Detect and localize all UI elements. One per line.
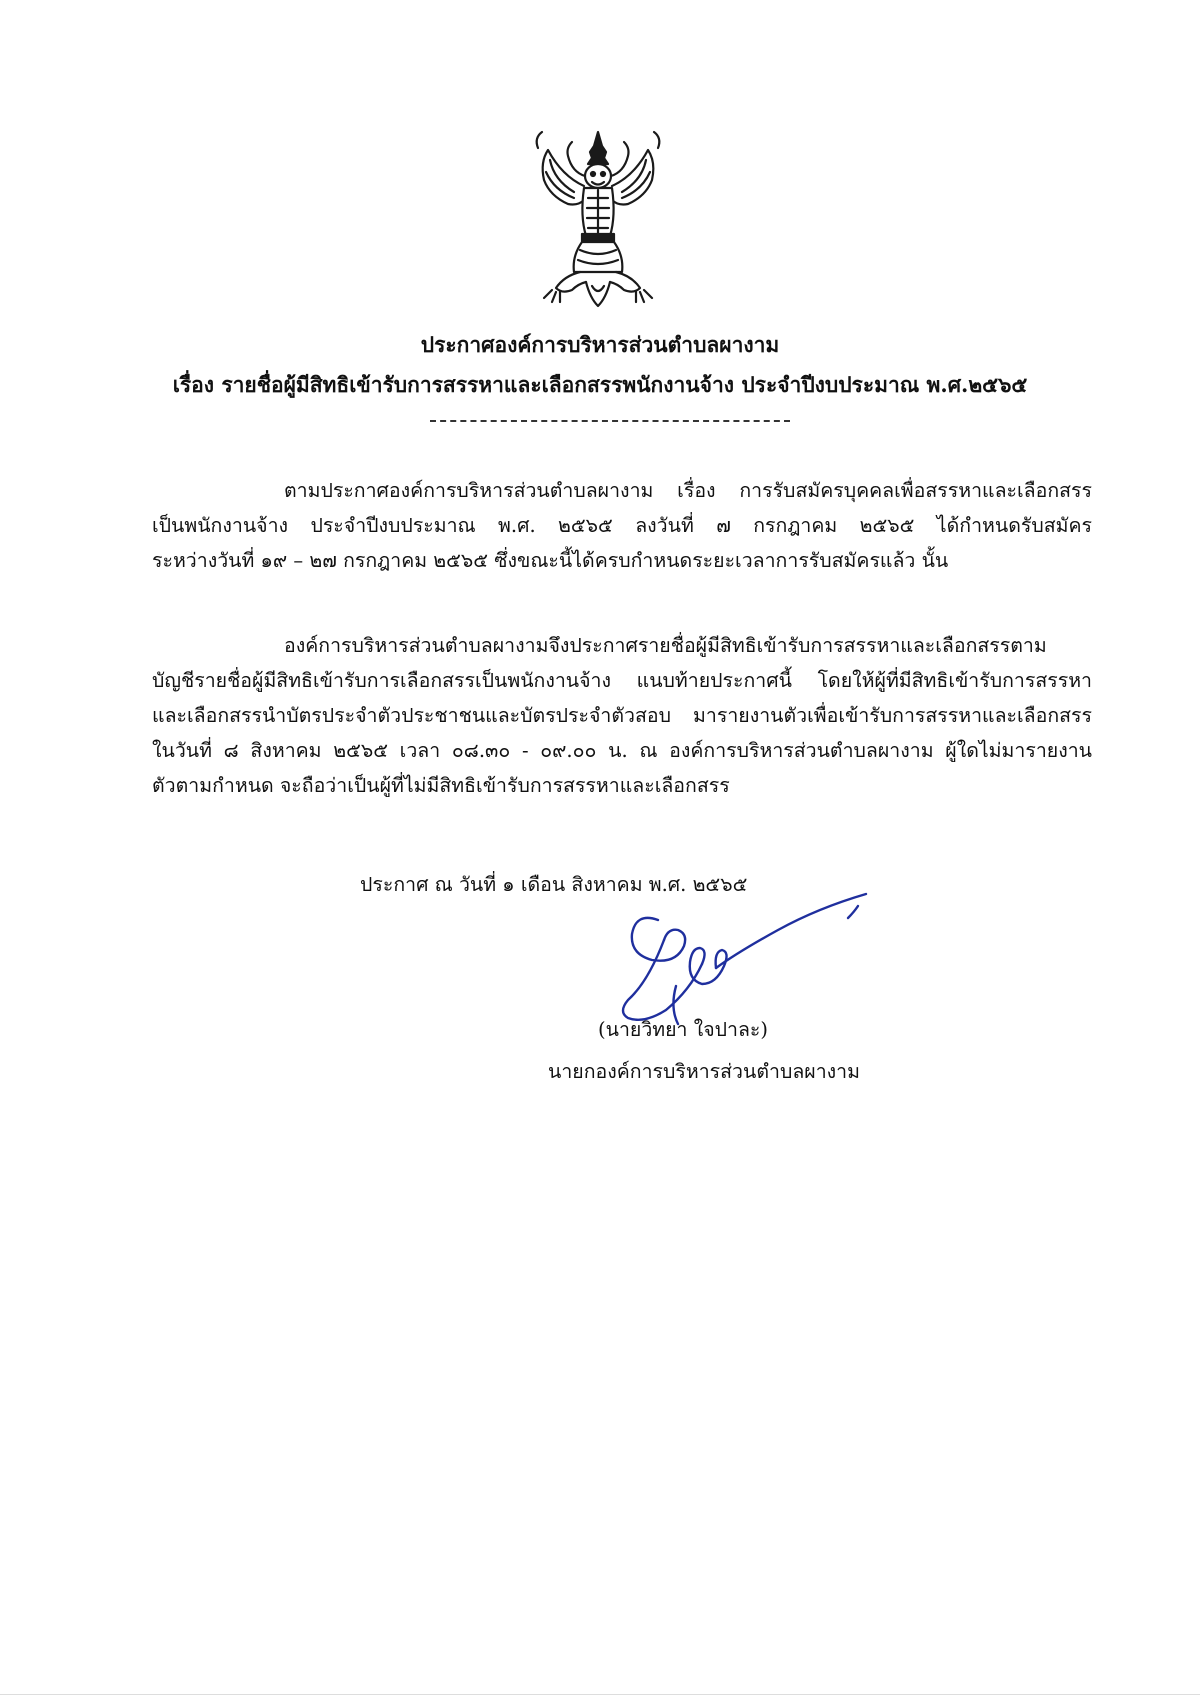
title-divider [430, 420, 790, 422]
signer-name: (นายวิทยา ใจปาละ) [598, 1018, 768, 1041]
paragraph-2-line: และเลือกสรรนำบัตรประจำตัวประชาชนและบัตรประจำตัวสอบ มารายงานตัวเพื่อเข้ารับการสรรหาและเลือกสรร [152, 704, 1092, 727]
paragraph-2-line: ในวันที่ ๘ สิงหาคม ๒๕๖๕ เวลา ๐๘.๓๐ - ๐๙.๐๐ น. ณ องค์การบริหารส่วนตำบลผางาม ผู้ใดไม่มารายงาน [152, 739, 1092, 762]
paragraph-2-line: องค์การบริหารส่วนตำบลผางามจึงประกาศรายชื่อผู้มีสิทธิเข้ารับการสรรหาและเลือกสรรตาม [284, 634, 1047, 657]
page-bottom-edge [0, 1694, 1200, 1695]
paragraph-2 [152, 628, 1092, 803]
paragraph-1-line: ระหว่างวันที่ ๑๙ – ๒๗ กรกฎาคม ๒๕๖๕ ซึ่งขณะนี้ได้ครบกำหนดระยะเวลาการรับสมัครแล้ว นั้น [152, 549, 949, 572]
garuda-emblem-icon [528, 126, 668, 311]
paragraph-2-line: บัญชีรายชื่อผู้มีสิทธิเข้ารับการเลือกสรรเป็นพนักงานจ้าง แนบท้ายประกาศนี้ โดยให้ผู้ที่มีสิทธิเข้ารับการสรรหา [152, 669, 1092, 692]
garuda-emblem-drawing [528, 126, 668, 311]
signer-position: นายกองค์การบริหารส่วนตำบลผางาม [548, 1060, 860, 1083]
announcement-subject: เรื่อง รายชื่อผู้มีสิทธิเข้ารับการสรรหาและเลือกสรรพนักงานจ้าง ประจำปีงบประมาณ พ.ศ.๒๕๖๕ [172, 372, 1028, 397]
announcement-date: ประกาศ ณ วันที่ ๑ เดือน สิงหาคม พ.ศ. ๒๕๖๕ [360, 873, 748, 896]
paragraph-1 [152, 473, 1092, 578]
announcement-title: ประกาศองค์การบริหารส่วนตำบลผางาม [420, 332, 780, 357]
paragraph-1-line: เป็นพนักงานจ้าง ประจำปีงบประมาณ พ.ศ. ๒๕๖๕ ลงวันที่ ๗ กรกฎาคม ๒๕๖๕ ได้กำหนดรับสมัคร [152, 514, 1092, 537]
paragraph-2-line: ตัวตามกำหนด จะถือว่าเป็นผู้ที่ไม่มีสิทธิเข้ารับการสรรหาและเลือกสรร [152, 774, 730, 797]
paragraph-1-line: ตามประกาศองค์การบริหารส่วนตำบลผางาม เรื่อง การรับสมัครบุคคลเพื่อสรรหาและเลือกสรร [284, 479, 1092, 502]
